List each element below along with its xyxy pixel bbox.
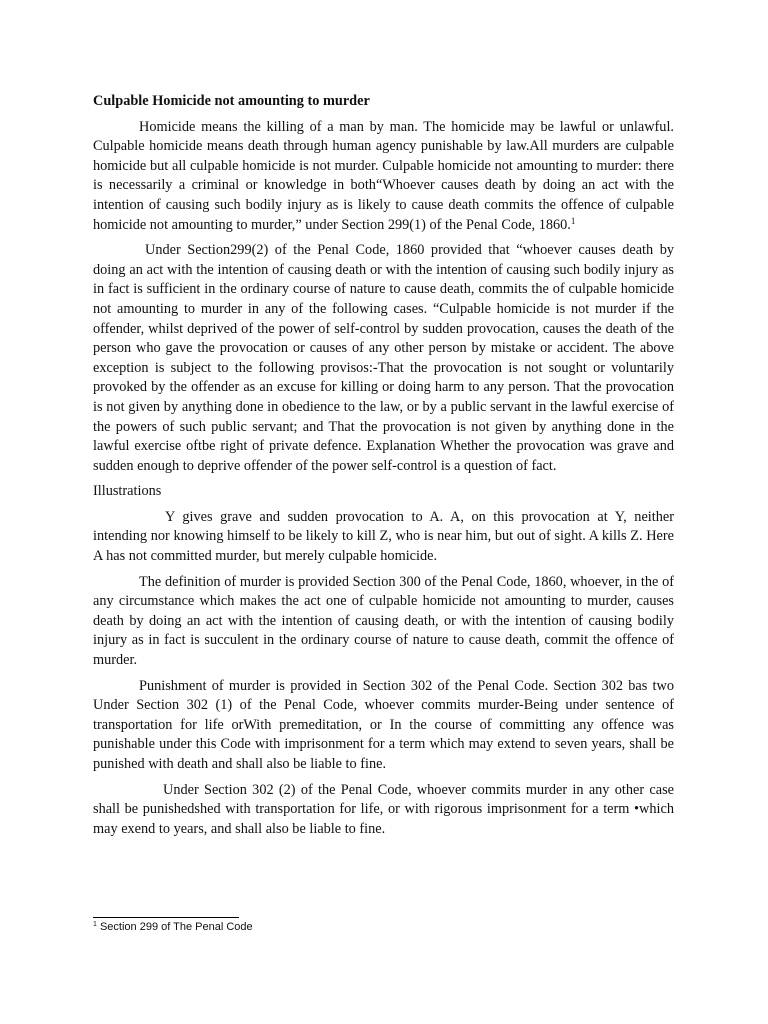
- document-body: [93, 92, 674, 845]
- footnote-number: 1: [93, 921, 97, 928]
- footnote: [93, 921, 253, 933]
- paragraph-murder-definition: The definition of murder is provided Section 300 of the Penal Code, 1860, whoever, in the of any circumstance which makes the act one of culpable homicide not amounting to murder, causes death by doing an act with the intention of causing death, or with the intention of causing bodily injury as in fact is succulent in the ordinary course of nature to cause death, commit the offence of murder.: [93, 573, 674, 669]
- paragraph-punishment-302-2: Under Section 302 (2) of the Penal Code, whoever commits murder in any other case shall be punishedshed with transportation for life, or with rigorous imprisonment for a term •which may exend to years, and shall also be liable to fine.: [93, 781, 674, 837]
- illustrations-heading: Illustrations: [93, 483, 162, 500]
- footnote-separator: [93, 917, 239, 918]
- document-title: Culpable Homicide not amounting to murder: [93, 93, 370, 109]
- paragraph-section-299-2: Under Section299(2) of the Penal Code, 1860 provided that “whoever causes death by doing an act with the intention of causing death or with the intention of causing such bodily injury as in fact is sufficient in the ordinary course of nature to cause death, commits the of culpable homicide not amounting to murder in any of the following cases. “Culpable homicide is not murder if the offender, whilst deprived of the power of self-control by sudden provocation, causes the death of the person who gave the provocation or causes of any other person by mistake or accident. The above exception is subject to the following provisos:-That the provocation is not sought or voluntarily provoked by the offender as an excuse for killing or doing harm to any person. That the provocation is not given by anything done in obedience to the law, or by a public servant in the lawful exercise of the powers of such public servant; and That the provocation is not given by anything done in the lawful exercise oftbe right of private defence. Explanation Whether the provocation was grave and sudden enough to deprive offender of the power self-control is a question of fact.: [93, 242, 674, 474]
- paragraph-text: Homicide means the killing of a man by man. The homicide may be lawful or unlawful. Culpable homicide means death through human agency punishable by law.All murders are culpable homicide but all culpable homicide is not murder. Culpable homicide not amounting to murder: there is necessarily a criminal or knowledge in both“Whoever causes death by doing an act with the intention of causing such bodily injury as is likely to cause death commits the offence of culpable homicide not amounting to murder,” under Section 299(1) of the Penal Code, 1860.: [93, 118, 674, 233]
- paragraph-homicide-definition: [93, 118, 674, 236]
- footnote-reference: 1: [570, 215, 576, 226]
- footnote-text: Section 299 of The Penal Code: [99, 921, 253, 933]
- paragraph-illustration: Y gives grave and sudden provocation to A. A, on this provocation at Y, neither intending nor knowing himself to be likely to kill Z, who is near him, but out of sight. A kills Z. Here A has not committed murder, but merely culpable homicide.: [93, 508, 674, 565]
- paragraph-punishment-302-1: Punishment of murder is provided in Section 302 of the Penal Code. Section 302 bas two Under Section 302 (1) of the Penal Code, whoever commits murder-Being under sentence of transportation for life orWith premeditation, or In the course of committing any offence was punishable under this Code with imprisonment for a term which may extend to seven years, shall be punished with death and shall also be liable to fine.: [93, 677, 674, 772]
